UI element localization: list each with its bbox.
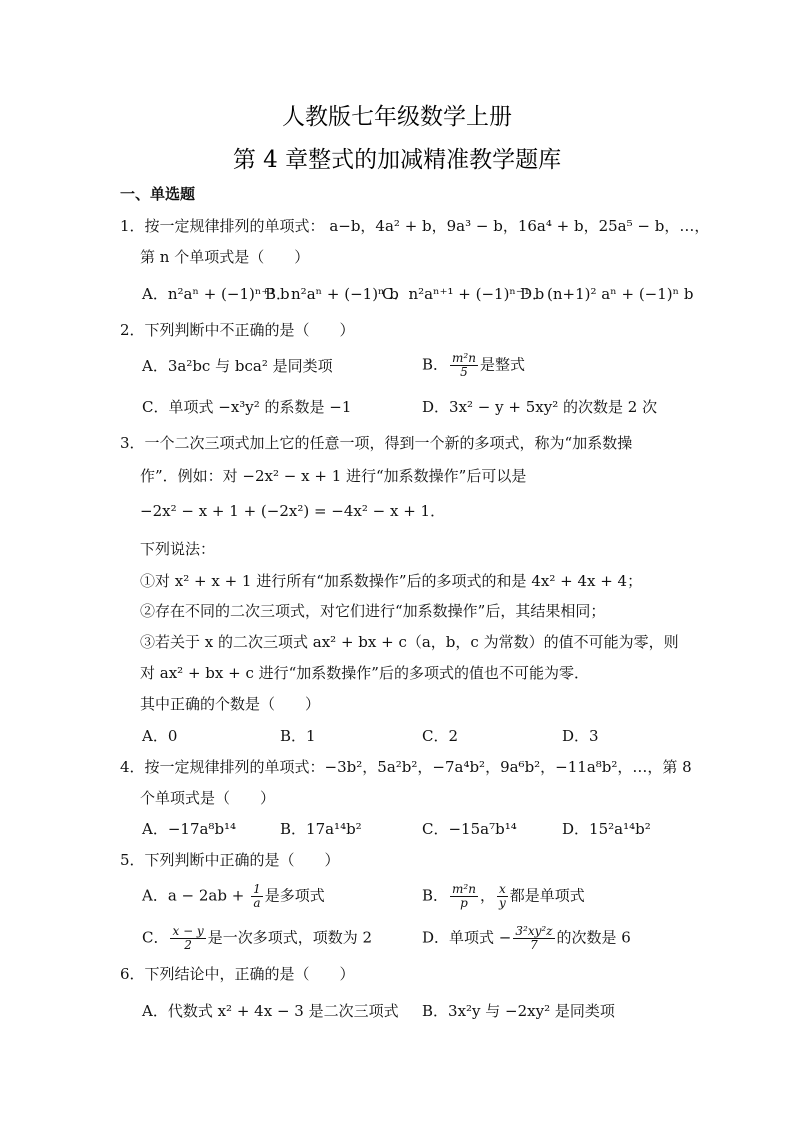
q4-option-c: C．−15a⁷b¹⁴ bbox=[422, 820, 517, 838]
fraction-denominator: 2 bbox=[184, 938, 192, 952]
fraction-denominator: a bbox=[253, 896, 261, 910]
q3-line6: ②存在不同的二次三项式，对它们进行“加系数操作”后，其结果相同； bbox=[140, 602, 606, 620]
q3-option-a: A．0 bbox=[142, 727, 178, 745]
q5-option-d-suffix: 的次数是 6 bbox=[556, 928, 631, 947]
q2-stem: 2．下列判断中不正确的是（ ） bbox=[120, 321, 355, 339]
q5-stem: 5．下列判断中正确的是（ ） bbox=[120, 851, 340, 869]
q3-line9: 其中正确的个数是（ ） bbox=[140, 695, 321, 713]
q5-option-c-fraction bbox=[170, 925, 205, 952]
fraction-denominator: p bbox=[460, 896, 468, 910]
q6-option-a: A．代数式 x² + 4x − 3 是二次三项式 bbox=[142, 1002, 399, 1020]
q1-stem-line2: 第 n 个单项式是（ ） bbox=[140, 248, 310, 266]
q5-option-c bbox=[142, 925, 372, 952]
q1-option-a: A．n²aⁿ + (−1)ⁿ⁺¹ b bbox=[142, 285, 290, 303]
q5-option-b-fraction-1 bbox=[450, 883, 478, 910]
q5-option-b-suffix: 都是单项式 bbox=[509, 886, 585, 905]
q3-line8: 对 ax² + bx + c 进行“加系数操作”后的多项式的值也不可能为零． bbox=[140, 664, 589, 682]
q2-option-b-prefix: B． bbox=[422, 355, 449, 374]
q2-option-a: A．3a²bc 与 bca² 是同类项 bbox=[142, 357, 333, 375]
q3-option-d: D．3 bbox=[562, 727, 599, 745]
section-heading: 一、单选题 bbox=[120, 185, 196, 203]
q3-line7: ③若关于 x 的二次三项式 ax² + bx + c（a，b，c 为常数）的值不可能为零，则 bbox=[140, 633, 679, 651]
document-subtitle: 第 4 章整式的加减精准教学题库 bbox=[232, 147, 562, 173]
fraction-numerator: m²n bbox=[452, 351, 476, 365]
fraction-numerator: 1 bbox=[253, 882, 261, 896]
q1-option-d: D．(n+1)² aⁿ + (−1)ⁿ b bbox=[520, 285, 694, 303]
fraction-denominator: y bbox=[498, 896, 506, 910]
q2-option-b-suffix: 是整式 bbox=[479, 355, 525, 374]
q3-line3: −2x² − x + 1 + (−2x²) = −4x² − x + 1． bbox=[140, 502, 446, 520]
q1-option-b: B．n²aⁿ + (−1)ⁿ b bbox=[265, 285, 399, 303]
q4-option-d: D．15²a¹⁴b² bbox=[562, 820, 651, 838]
fraction-denominator: 5 bbox=[460, 365, 468, 379]
q4-line1: 4．按一定规律排列的单项式：−3b²，5a²b²，−7a⁴b²，9a⁶b²，−11a⁸b²，…，第 8 bbox=[120, 758, 692, 776]
fraction-numerator: 3²xy²z bbox=[515, 924, 553, 938]
q3-option-c: C．2 bbox=[422, 727, 459, 745]
q5-option-d bbox=[422, 925, 631, 952]
fraction-denominator: 7 bbox=[530, 938, 538, 952]
q2-option-b-fraction bbox=[450, 352, 478, 379]
q5-option-c-suffix: 是一次多项式，项数为 2 bbox=[207, 928, 373, 947]
q5-option-d-prefix: D．单项式 − bbox=[422, 928, 512, 947]
q5-option-b-separator: ， bbox=[479, 886, 495, 905]
q4-line2: 个单项式是（ ） bbox=[140, 789, 276, 807]
q5-option-b-fraction-2 bbox=[497, 883, 508, 910]
q5-option-c-prefix: C． bbox=[142, 928, 169, 947]
q2-option-c: C．单项式 −x³y² 的系数是 −1 bbox=[142, 398, 352, 416]
q3-line4: 下列说法： bbox=[140, 540, 216, 558]
q5-option-b-prefix: B． bbox=[422, 886, 449, 905]
fraction-numerator: x − y bbox=[172, 924, 204, 938]
q3-option-b: B．1 bbox=[280, 727, 316, 745]
q1-option-c: C．n²aⁿ⁺¹ + (−1)ⁿ⁻¹ b bbox=[382, 285, 545, 303]
q4-option-a: A．−17a⁸b¹⁴ bbox=[142, 820, 237, 838]
fraction-numerator: x bbox=[498, 882, 506, 896]
q5-option-a-fraction bbox=[251, 883, 263, 910]
q6-option-b: B．3x²y 与 −2xy² 是同类项 bbox=[422, 1002, 615, 1020]
q3-line5: ①对 x² + x + 1 进行所有“加系数操作”后的多项式的和是 4x² + 4x + 4； bbox=[140, 572, 643, 590]
q6-stem: 6．下列结论中，正确的是（ ） bbox=[120, 965, 355, 983]
q4-option-b: B．17a¹⁴b² bbox=[280, 820, 362, 838]
q3-line1: 3．一个二次三项式加上它的任意一项，得到一个新的多项式，称为“加系数操 bbox=[120, 434, 633, 452]
q3-line2: 作”．例如：对 −2x² − x + 1 进行“加系数操作”后可以是 bbox=[140, 467, 527, 485]
q1-stem-line1: 1．按一定规律排列的单项式： a−b，4a² + b，9a³ − b，16a⁴ + b，25a⁵ − b，…， bbox=[120, 217, 710, 235]
q5-option-a-suffix: 是多项式 bbox=[264, 886, 325, 905]
q5-option-a-prefix: A．a − 2ab + bbox=[142, 886, 250, 905]
q2-option-d: D．3x² − y + 5xy² 的次数是 2 次 bbox=[422, 398, 658, 416]
q5-option-d-fraction bbox=[513, 925, 554, 952]
q5-option-b bbox=[422, 883, 585, 910]
document-title: 人教版七年级数学上册 bbox=[282, 104, 512, 130]
q2-option-b bbox=[422, 352, 525, 379]
q5-option-a bbox=[142, 883, 325, 910]
fraction-numerator: m²n bbox=[452, 882, 476, 896]
